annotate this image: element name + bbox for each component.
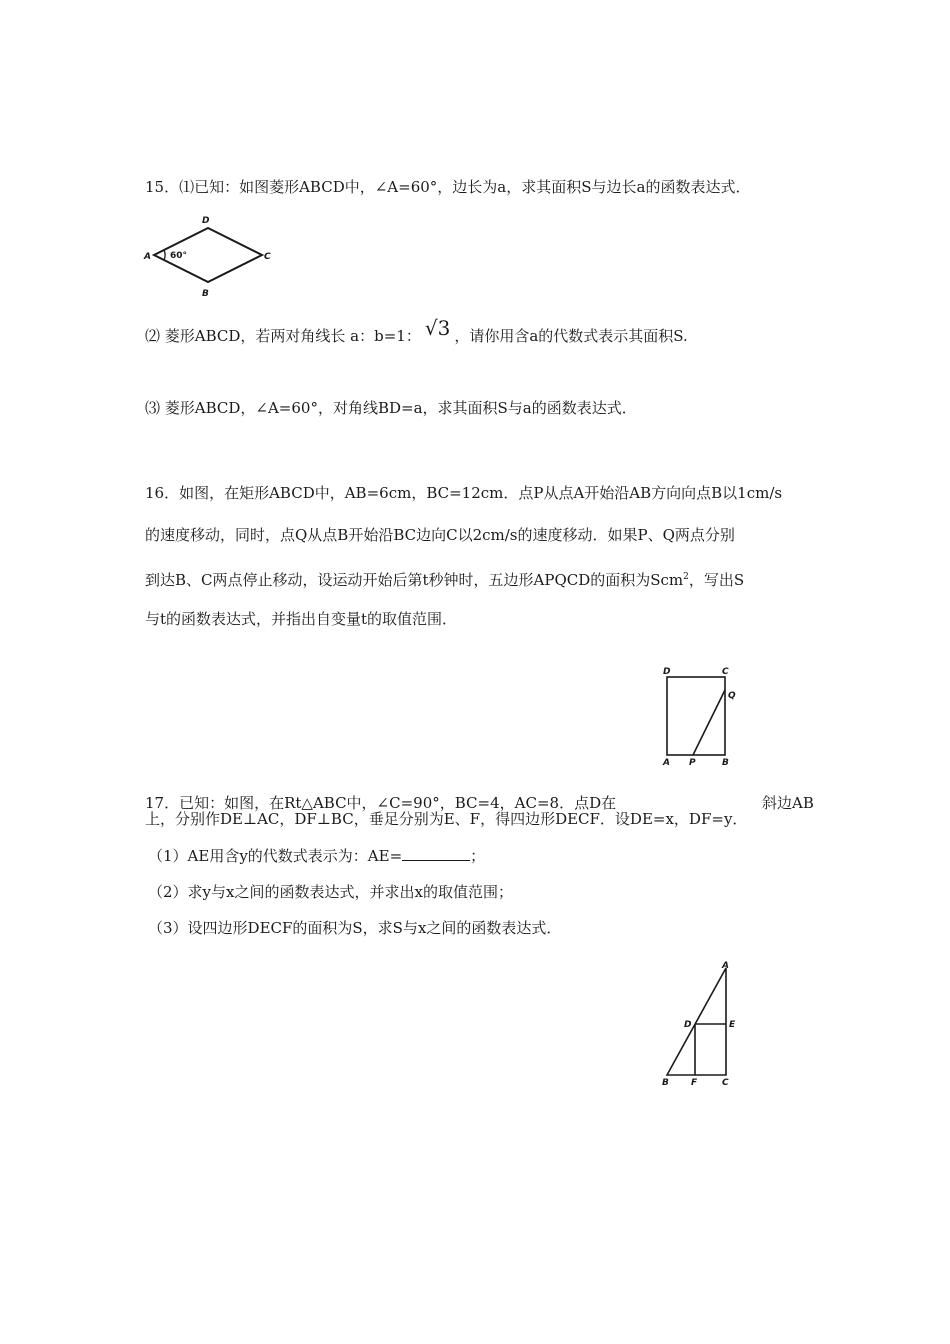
q17-part1-end: ； bbox=[470, 847, 486, 865]
tri-label-a: A bbox=[722, 961, 729, 971]
rhombus-label-a: A bbox=[144, 252, 151, 262]
q15-part3-text: ⑶ 菱形ABCD，∠A=60°，对角线BD=a，求其面积S与a的函数表达式． bbox=[145, 399, 637, 417]
tri-label-c: C bbox=[722, 1078, 729, 1088]
q17-part1-text bbox=[148, 846, 485, 866]
q16-text-line2: 的速度移动，同时，点Q从点B开始沿BC边向C以2cm/s的速度移动．如果P、Q两点分别 bbox=[145, 526, 735, 544]
rhombus-figure bbox=[140, 210, 280, 305]
q16-unit-exponent: 2 bbox=[683, 572, 689, 582]
q16-text-line3 bbox=[145, 567, 744, 590]
q17-text-line2: 上，分别作DE⊥AC，DF⊥BC，垂足分别为E、F，得四边形DECF．设DE=x，DF=y． bbox=[145, 810, 748, 828]
q16-line3-end: ，写出S bbox=[688, 571, 745, 589]
rhombus-label-c: C bbox=[264, 252, 271, 262]
q17-text-line1-end: 斜边AB bbox=[762, 794, 814, 812]
rhombus-label-d: D bbox=[202, 216, 210, 226]
q17-part3-text: （3）设四边形DECF的面积为S，求S与x之间的函数表达式． bbox=[148, 919, 562, 937]
rect-label-c: C bbox=[722, 667, 729, 677]
q16-line3-main: 到达B、C两点停止移动，设运动开始后第t秒钟时，五边形APQCD的面积为Scm bbox=[145, 571, 684, 589]
q17-part1-prompt: （1）AE用含y的代数式表示为：AE= bbox=[148, 847, 403, 865]
tri-label-b: B bbox=[662, 1078, 669, 1088]
q15-part1-text: 15．⑴已知：如图菱形ABCD中，∠A=60°，边长为a，求其面积S与边长a的函数表达式． bbox=[145, 178, 751, 196]
q16-text-line4: 与t的函数表达式，并指出自变量t的取值范围． bbox=[145, 610, 458, 628]
rect-label-b: B bbox=[722, 758, 729, 768]
q15-part2-prefix: ⑵ 菱形ABCD，若两对角线长 a：b=1： bbox=[145, 327, 421, 345]
q15-part2-text bbox=[145, 316, 688, 346]
triangle-figure bbox=[655, 958, 755, 1088]
rect-label-a: A bbox=[663, 758, 670, 768]
q16-text-line1: 16．如图，在矩形ABCD中，AB=6cm，BC=12cm．点P从点A开始沿AB方向向点B以1cm/s bbox=[145, 484, 783, 502]
rectangle-figure bbox=[655, 660, 755, 770]
rect-label-d: D bbox=[663, 667, 671, 677]
rhombus-label-b: B bbox=[202, 289, 209, 299]
rect-label-q: Q bbox=[728, 691, 736, 701]
q17-text-line1: 17．已知：如图，在Rt△ABC中，∠C=90°，BC=4，AC=8．点D在 bbox=[145, 794, 617, 812]
answer-blank[interactable] bbox=[402, 846, 470, 861]
tri-label-d: D bbox=[684, 1020, 692, 1030]
tri-label-e: E bbox=[729, 1020, 736, 1030]
rect-label-p: P bbox=[689, 758, 696, 768]
q15-part2-suffix: ，请你用含a的代数式表示其面积S. bbox=[454, 327, 688, 345]
sqrt-three: √3 bbox=[424, 316, 451, 340]
tri-label-f: F bbox=[691, 1078, 698, 1088]
rhombus-angle-label: 60° bbox=[170, 251, 188, 261]
q17-part2-text: （2）求y与x之间的函数表达式，并求出x的取值范围； bbox=[148, 883, 513, 901]
